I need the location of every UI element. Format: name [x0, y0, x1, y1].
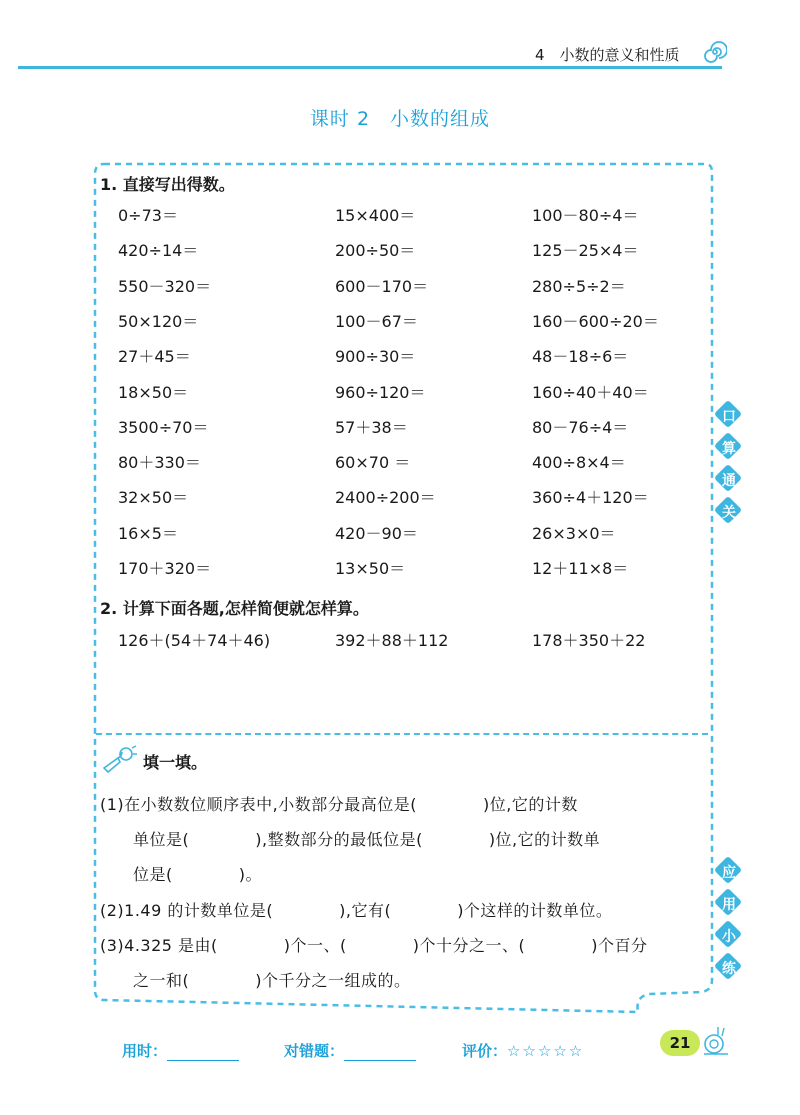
equation-item: 170＋320＝: [118, 559, 212, 578]
side-tab-char: 口: [716, 402, 744, 430]
equation-item: 125－25×4＝: [532, 241, 639, 260]
equation-item: 550－320＝: [118, 277, 212, 296]
page-number: 21: [660, 1030, 700, 1056]
equation-item: 50×120＝: [118, 312, 199, 331]
equation-item: 280÷5÷2＝: [532, 277, 626, 296]
header-rule: [18, 66, 722, 69]
equation-item: 80＋330＝: [118, 453, 201, 472]
equation-item: 3500÷70＝: [118, 418, 209, 437]
equation-item: 80－76÷4＝: [532, 418, 629, 437]
equation-item: 100－67＝: [335, 312, 418, 331]
equation-item: 400÷8×4＝: [532, 453, 626, 472]
rating-field: [462, 1040, 584, 1061]
equation-item: 360÷4＋120＝: [532, 488, 649, 507]
side-tab-char: 通: [716, 466, 744, 494]
correct-blank[interactable]: [344, 1060, 416, 1061]
fill-line: 之一和( )个千分之一组成的。: [100, 971, 411, 990]
equation-item: 960÷120＝: [335, 383, 426, 402]
equation-item: 0÷73＝: [118, 206, 178, 225]
chapter-header: 4 小数的意义和性质: [535, 46, 680, 64]
equation-item: 2400÷200＝: [335, 488, 436, 507]
equation-item: 13×50＝: [335, 559, 406, 578]
equation-item: 15×400＝: [335, 206, 416, 225]
section2-title: 2. 计算下面各题,怎样简便就怎样算。: [100, 599, 369, 618]
side-tab-char: 算: [716, 434, 744, 462]
rating-label: 评价：: [462, 1042, 508, 1060]
correct-field: [284, 1040, 416, 1061]
fill-line: 位是( )。: [100, 865, 262, 884]
time-field: [122, 1040, 239, 1061]
time-label: 用时：: [122, 1042, 168, 1060]
equation-item: 100－80÷4＝: [532, 206, 639, 225]
fill-line: (1)在小数数位顺序表中,小数部分最高位是( )位,它的计数: [100, 795, 578, 814]
equation-item: 48－18÷6＝: [532, 347, 629, 366]
snail-icon: [700, 1024, 730, 1058]
equation-item: 420÷14＝: [118, 241, 199, 260]
rating-stars[interactable]: ☆☆☆☆☆: [507, 1042, 585, 1060]
side-tab-char: 练: [716, 954, 744, 982]
side-tab-char: 关: [716, 498, 744, 526]
side-tab-char: 应: [716, 858, 744, 886]
equation-item: 26×3×0＝: [532, 524, 616, 543]
section1-title: 1. 直接写出得数。: [100, 175, 235, 194]
equation-item: 18×50＝: [118, 383, 189, 402]
time-blank[interactable]: [167, 1060, 239, 1061]
equation-item: 57＋38＝: [335, 418, 408, 437]
equation-item: 27＋45＝: [118, 347, 191, 366]
equation-item: 160－600÷20＝: [532, 312, 659, 331]
calc-item: 126＋(54＋74＋46): [118, 631, 271, 650]
trumpet-icon: [100, 744, 138, 774]
calc-item: 178＋350＋22: [532, 631, 646, 650]
side-tab-char: 小: [716, 922, 744, 950]
fill-title: 填一填。: [143, 753, 208, 772]
equation-item: 420－90＝: [335, 524, 418, 543]
equation-item: 160÷40＋40＝: [532, 383, 649, 402]
equation-item: 900÷30＝: [335, 347, 416, 366]
equation-item: 60×70 ＝: [335, 453, 411, 472]
equation-item: 600－170＝: [335, 277, 429, 296]
calc-item: 392＋88＋112: [335, 631, 449, 650]
section-divider: [96, 733, 708, 735]
equation-item: 32×50＝: [118, 488, 189, 507]
equation-item: 12＋11×8＝: [532, 559, 629, 578]
lesson-title: 课时 2 小数的组成: [309, 108, 491, 130]
correct-label: 对错题：: [284, 1042, 345, 1060]
fill-line: 单位是( ),整数部分的最低位是( )位,它的计数单: [100, 830, 601, 849]
spiral-icon: [703, 40, 727, 64]
equation-item: 200÷50＝: [335, 241, 416, 260]
fill-line: (3)4.325 是由( )个一、( )个十分之一、( )个百分: [100, 936, 648, 955]
equation-item: 16×5＝: [118, 524, 178, 543]
side-tab-char: 用: [716, 890, 744, 918]
fill-line: (2)1.49 的计数单位是( ),它有( )个这样的计数单位。: [100, 901, 613, 920]
